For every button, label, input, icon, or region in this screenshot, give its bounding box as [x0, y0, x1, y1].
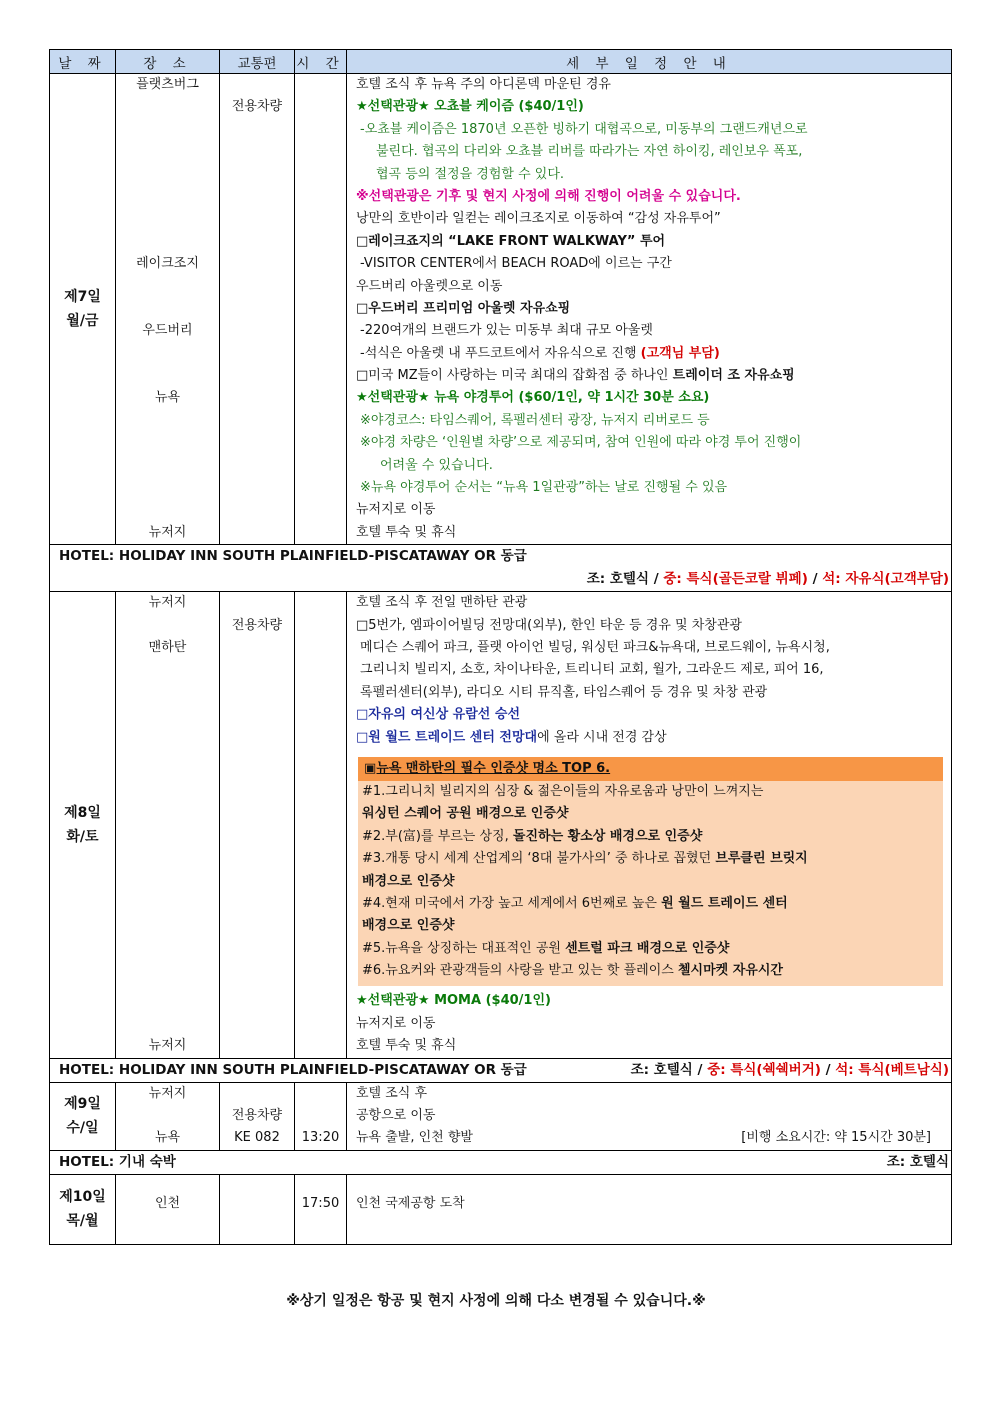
day10-weekday: 목/월 — [66, 1213, 99, 1230]
header-details: 세 부 일 정 안 내 — [347, 50, 952, 74]
day8-time — [295, 592, 347, 1058]
hotel-name: HOTEL: HOLIDAY INN SOUTH PLAINFIELD-PISCATAWAY OR 동급 — [59, 1061, 527, 1078]
day9-row — [50, 1082, 952, 1150]
day8-meals: 조: 호텔식 / 중: 특식(쉑쉑버거) / 석: 특식(베트남식) — [630, 1061, 949, 1078]
meal-breakfast: 조: 호텔식 — [586, 571, 650, 588]
detail-line: 우드버리 아울렛으로 이동 — [356, 278, 503, 294]
list-item: #1.그리니치 빌리지의 심장 & 젊은이들의 자유로움과 낭만이 느껴지는 — [362, 783, 764, 799]
itinerary-table — [49, 49, 952, 1245]
place: 뉴욕 — [154, 390, 181, 406]
meal-lunch: 중: 특식(골든코랄 뷔페) — [663, 571, 808, 588]
day10-transport — [220, 1174, 295, 1244]
place: 뉴저지 — [148, 1038, 187, 1054]
transport: 전용차량 — [231, 617, 283, 633]
day10-places — [116, 1174, 220, 1244]
departure-time: 13:20 — [301, 1130, 340, 1146]
day7-label — [50, 74, 116, 545]
header-time: 시 간 — [295, 50, 347, 74]
day7-details — [347, 74, 952, 545]
day9-transport — [220, 1082, 295, 1150]
detail-line: ※야경 차량은 ‘인원별 차량’으로 제공되며, 참여 인원에 따라 야경 투어 진행이 — [360, 435, 802, 451]
top6-title: ▣뉴욕 맨하탄의 필수 인증샷 명소 TOP 6. — [358, 757, 943, 781]
day9-time — [295, 1082, 347, 1150]
flight-duration: [비행 소요시간: 약 15시간 30분] — [741, 1130, 931, 1146]
day8-details — [347, 592, 952, 1058]
day8-places — [116, 592, 220, 1058]
detail-line: 록펠러센터(외부), 라디오 시티 뮤직홀, 타임스퀘어 등 경유 및 차창 관광 — [360, 684, 768, 700]
day8-transport — [220, 592, 295, 1058]
header-date: 날 짜 — [50, 50, 116, 74]
day8-row — [50, 592, 952, 1058]
optional-tour-line: ★선택관광★ MOMA ($40/1인) — [356, 993, 551, 1009]
transport: 전용차량 — [231, 99, 283, 115]
detail-line: □우드버리 프리미엄 아울렛 자유쇼핑 — [356, 300, 571, 316]
day7-weekday: 월/금 — [66, 313, 99, 330]
hotel-name: HOTEL: 기내 숙박 — [59, 1153, 176, 1170]
day9-number: 제9일 — [64, 1096, 101, 1113]
day7-row — [50, 74, 952, 545]
warning-line: ※선택관광은 기후 및 현지 사정에 의해 진행이 어려울 수 있습니다. — [356, 188, 741, 204]
detail-line: 그리니치 빌리지, 소호, 차이나타운, 트리니티 교회, 월가, 그라운드 제로, 피어 16, — [360, 662, 824, 678]
list-item: #2.부(富)를 부르는 상징, 돌진하는 황소상 배경으로 인증샷 — [362, 828, 703, 844]
place: 뉴저지 — [148, 1085, 187, 1101]
day7-hotel-row — [50, 545, 952, 569]
day10-label — [50, 1174, 116, 1244]
detail-line: 호텔 조식 후 전일 맨하탄 관광 — [356, 595, 528, 611]
place: 플랫츠버그 — [136, 77, 199, 92]
detail-line: 불린다. 협곡의 다리와 오쵸블 리버를 따라가는 자연 하이킹, 레인보우 폭포, — [376, 144, 803, 160]
detail-line: 공항으로 이동 — [356, 1108, 436, 1124]
detail-line: □미국 MZ들이 사랑하는 미국 최대의 잡화점 중 하나인 트레이더 조 자유쇼핑 — [356, 368, 795, 384]
place: 맨하탄 — [148, 639, 187, 655]
flight-number: KE 082 — [234, 1130, 280, 1146]
list-item: #5.뉴욕을 상징하는 대표적인 공원 센트럴 파크 배경으로 인증샷 — [362, 940, 730, 956]
day7-hotel: HOTEL: HOLIDAY INN SOUTH PLAINFIELD-PISCATAWAY OR 동급 — [50, 545, 952, 569]
day7-number: 제7일 — [64, 289, 101, 306]
day8-weekday: 화/토 — [66, 828, 99, 845]
detail-line: ※뉴욕 야경투어 순서는 “뉴욕 1일관광”하는 날로 진행될 수 있음 — [360, 480, 728, 496]
detail-line: 호텔 투숙 및 휴식 — [356, 524, 457, 540]
meal-lunch: 중: 특식(쉑쉑버거) — [707, 1061, 821, 1078]
place: 뉴욕 — [154, 1130, 181, 1146]
detail-line: □5번가, 엠파이어빌딩 전망대(외부), 한인 타운 등 경유 및 차창관광 — [356, 617, 742, 633]
arrival-time: 17:50 — [301, 1196, 340, 1212]
day8-hotel-row — [50, 1058, 952, 1082]
place: 레이크조지 — [136, 256, 199, 272]
list-item: 워싱턴 스퀘어 공원 배경으로 인증샷 — [362, 806, 569, 822]
detail-line: 호텔 투숙 및 휴식 — [356, 1038, 457, 1054]
detail-line: 인천 국제공항 도착 — [356, 1196, 465, 1212]
detail-line: 메디슨 스퀘어 파크, 플랫 아이언 빌딩, 워싱턴 파크&뉴욕대, 브로드웨이, 뉴욕시청, — [360, 639, 830, 655]
day7-places — [116, 74, 220, 545]
detail-line: 어려울 수 있습니다. — [380, 457, 493, 473]
list-item: #4.현재 미국에서 가장 높고 세계에서 6번째로 높은 원 월드 트레이드 센터 — [362, 895, 788, 911]
list-item: 배경으로 인증샷 — [362, 873, 455, 889]
day9-details — [347, 1082, 952, 1150]
detail-line: 뉴저지로 이동 — [356, 1015, 436, 1031]
day7-transport — [220, 74, 295, 545]
detail-line: ※야경코스: 타임스퀘어, 록펠러센터 광장, 뉴저지 리버로드 등 — [360, 412, 710, 428]
day8-number: 제8일 — [64, 804, 101, 821]
detail-line: □원 월드 트레이드 센터 전망대에 올라 시내 전경 감상 — [356, 729, 667, 745]
detail-line: -오쵸블 케이즘은 1870년 오픈한 빙하기 대협곡으로, 미동부의 그랜드캐년으로 — [360, 121, 808, 137]
transport: 전용차량 — [231, 1108, 283, 1124]
meal-dinner: 석: 특식(베트남식) — [835, 1061, 949, 1078]
list-item: #3.개통 당시 세계 산업계의 ‘8대 불가사의’ 중 하나로 꼽혔던 브루클린 브릿지 — [362, 851, 808, 867]
footer-notice: ※상기 일정은 항공 및 현지 사정에 의해 다소 변경될 수 있습니다.※ — [286, 1293, 706, 1309]
detail-line: 뉴욕 출발, 인천 향발 [비행 소요시간: 약 15시간 30분] — [356, 1127, 951, 1149]
meal-dinner: 석: 자유식(고객부담) — [822, 571, 949, 588]
day9-label — [50, 1082, 116, 1150]
place: 뉴저지 — [148, 524, 187, 540]
header-transport: 교통편 — [220, 50, 295, 74]
detail-line: -VISITOR CENTER에서 BEACH ROAD에 이르는 구간 — [360, 256, 672, 272]
header-place: 장 소 — [116, 50, 220, 74]
detail-line: 호텔 조식 후 뉴욕 주의 아디론덱 마운틴 경유 — [356, 77, 611, 92]
list-item: #6.뉴요커와 관광객들의 사랑을 받고 있는 핫 플레이스 첼시마켓 자유시간 — [362, 963, 783, 979]
day10-number: 제10일 — [59, 1189, 106, 1206]
day9-weekday: 수/일 — [66, 1120, 99, 1137]
meal-breakfast: 조: 호텔식 — [630, 1061, 693, 1078]
day7-time — [295, 74, 347, 545]
detail-line: -석식은 아울렛 내 푸드코트에서 자유식으로 진행 (고객님 부담) — [360, 345, 720, 361]
day10-row — [50, 1174, 952, 1244]
day7-meal-row — [50, 568, 952, 592]
day9-hotel — [50, 1150, 952, 1174]
detail-line: □자유의 여신상 유람선 승선 — [356, 707, 520, 723]
detail-line: 뉴저지로 이동 — [356, 502, 436, 518]
optional-tour-line: ★선택관광★ 뉴욕 야경투어 ($60/1인, 약 1시간 30분 소요) — [356, 390, 710, 406]
day9-places — [116, 1082, 220, 1150]
place: 우드버리 — [142, 323, 193, 339]
detail-line: 호텔 조식 후 — [356, 1085, 428, 1101]
day8-hotel — [50, 1058, 952, 1082]
place: 인천 — [154, 1196, 181, 1212]
meal-breakfast: 조: 호텔식 — [886, 1153, 949, 1170]
detail-line: □레이크죠지의 “LAKE FRONT WALKWAY” 투어 — [356, 233, 666, 249]
detail-line: 낭만의 호반이라 일컫는 레이크조지로 이동하여 “감성 자유투어” — [356, 211, 721, 227]
detail-line: -220여개의 브랜드가 있는 미동부 최대 규모 아울렛 — [360, 323, 653, 339]
top6-box — [358, 757, 943, 987]
place: 뉴저지 — [148, 595, 187, 611]
day9-hotel-row — [50, 1150, 952, 1174]
optional-tour-line: ★선택관광★ 오쵸블 케이즘 ($40/1인) — [356, 99, 584, 115]
day10-time — [295, 1174, 347, 1244]
day7-meals: 조: 호텔식 / 중: 특식(골든코랄 뷔페) / 석: 자유식(고객부담) — [50, 568, 952, 592]
detail-line: 협곡 등의 절정을 경험할 수 있다. — [376, 166, 565, 182]
table-header — [50, 50, 952, 74]
day10-details — [347, 1174, 952, 1244]
day8-label — [50, 592, 116, 1058]
list-item: 배경으로 인증샷 — [362, 918, 455, 934]
